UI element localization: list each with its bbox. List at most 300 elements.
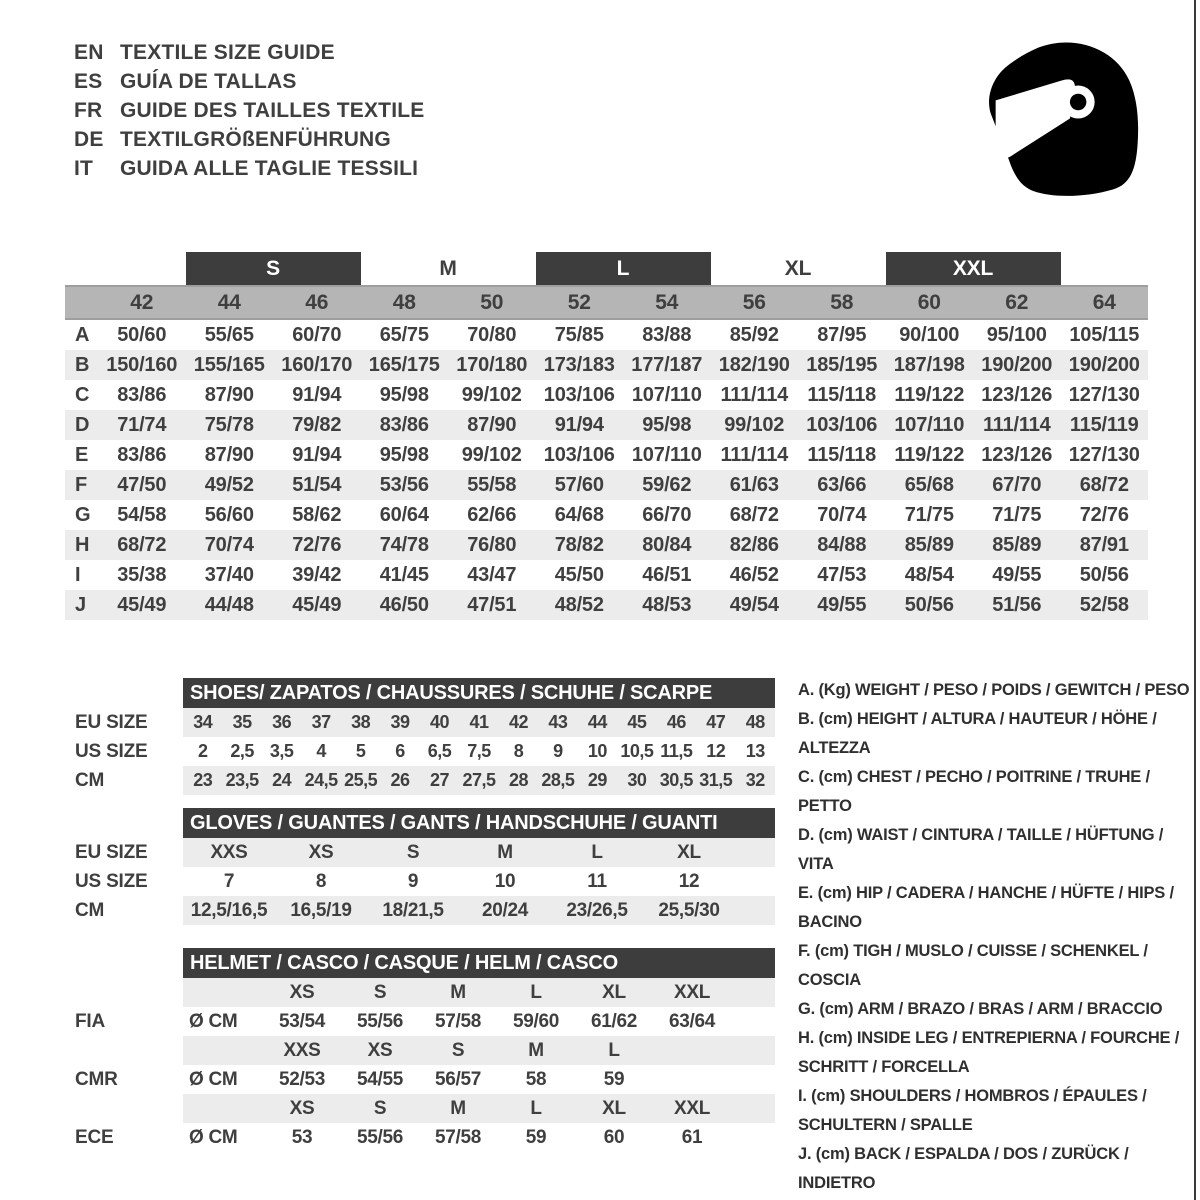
size-cell: 83/86 — [117, 444, 167, 466]
size-cell: 43/47 — [467, 564, 517, 586]
language-row-it — [74, 154, 424, 183]
shoes-value: 13 — [745, 741, 765, 761]
helmet-value: 56/57 — [434, 1069, 482, 1090]
size-cell: 111/114 — [720, 384, 789, 406]
gloves-value: 9 — [407, 871, 419, 892]
shoes-section-title: SHOES/ ZAPATOS / CHAUSSURES / SCHUHE / SCARPE — [183, 678, 775, 708]
helmet-value: 55/56 — [356, 1127, 404, 1148]
gloves-values-band — [183, 896, 775, 925]
size-cell: 99/102 — [461, 384, 522, 406]
gloves-value: 8 — [315, 871, 327, 892]
gloves-value: 12,5/16,5 — [190, 900, 268, 921]
group-spacer — [1061, 252, 1149, 286]
size-row-B — [65, 350, 1148, 380]
size-cell: 39/42 — [292, 564, 342, 586]
size-cell: 67/70 — [973, 470, 1061, 500]
shoes-value: 47 — [706, 712, 726, 732]
language-code: ES — [74, 70, 103, 93]
size-cell: 49/55 — [798, 590, 886, 620]
size-cell: 79/82 — [273, 410, 361, 440]
size-cell: 105/115 — [1069, 324, 1140, 346]
row-letter: J — [65, 590, 98, 620]
size-cell: 45/50 — [554, 564, 604, 586]
size-cell: 52/58 — [1061, 590, 1149, 620]
size-cell: 87/91 — [1061, 530, 1149, 560]
row-label-spacer — [65, 978, 183, 1007]
size-cell: 123/126 — [981, 384, 1053, 406]
shoes-value: 43 — [548, 712, 568, 732]
size-cell: 47/51 — [448, 590, 536, 620]
row-letter: I — [75, 564, 81, 586]
size-column-44: 44 — [186, 286, 274, 319]
size-cell: 60/70 — [292, 324, 342, 346]
helmet-value-row-ece — [65, 1123, 775, 1152]
size-column-50: 50 — [448, 286, 536, 319]
helmet-size-label: M — [450, 982, 466, 1003]
legend-item-g: G. (cm) ARM / BRAZO / BRAS / ARM / BRACCIO — [798, 1000, 1163, 1018]
helmet-values-band — [183, 1065, 775, 1094]
shoes-value: 48 — [745, 712, 765, 732]
size-column-42: 42 — [98, 286, 186, 319]
size-cell: 111/114 — [720, 444, 789, 466]
size-cell: 95/98 — [623, 410, 711, 440]
size-cell: 48/53 — [623, 590, 711, 620]
helmet-size-label: XS — [289, 1098, 315, 1119]
size-row-H — [65, 530, 1148, 560]
row-letter: D — [65, 410, 98, 440]
size-cell: 91/94 — [292, 384, 342, 406]
row-label: CM — [75, 770, 105, 791]
size-cell: 44/48 — [186, 590, 274, 620]
garment-size-table — [65, 252, 1148, 620]
diameter-unit-label: Ø CM — [189, 1069, 238, 1090]
shoes-value: 38 — [351, 712, 371, 732]
size-cell: 62/66 — [467, 504, 517, 526]
size-cell: 84/88 — [798, 530, 886, 560]
gloves-values-band — [183, 867, 775, 896]
size-cell: 95/98 — [379, 444, 429, 466]
shoes-value: 44 — [587, 712, 607, 732]
size-cell: 55/65 — [204, 324, 254, 346]
size-cell: 127/130 — [1068, 384, 1140, 406]
helmet-value: 53/54 — [278, 1011, 326, 1032]
size-cell: 82/86 — [711, 530, 799, 560]
helmet-value: 61 — [681, 1127, 703, 1148]
gloves-value: 18/21,5 — [382, 900, 444, 921]
size-group-l: L — [536, 252, 711, 286]
size-cell: 58/62 — [292, 504, 342, 526]
size-cell: 60/64 — [379, 504, 429, 526]
size-cell: 103/106 — [543, 384, 615, 406]
helmet-value: 60 — [603, 1127, 625, 1148]
shoes-value: 6 — [395, 741, 405, 761]
helmet-value: 57/58 — [434, 1011, 482, 1032]
size-cell: 63/66 — [798, 470, 886, 500]
size-cell: 87/90 — [448, 410, 536, 440]
size-row-F — [65, 470, 1148, 500]
helmet-value: 63/64 — [668, 1011, 716, 1032]
legend-item-a: A. (Kg) WEIGHT / PESO / POIDS / GEWITCH / PESO — [798, 681, 1190, 699]
size-cell: 165/175 — [361, 350, 449, 380]
shoes-values-band — [183, 737, 775, 766]
size-column-46: 46 — [273, 286, 361, 319]
shoes-value: 4 — [316, 741, 326, 761]
size-cell: 90/100 — [899, 324, 960, 346]
legend-item-i: I. (cm) SHOULDERS / HOMBROS / ÉPAULES / SCHULTERN / SPALLE — [798, 1087, 1147, 1134]
shoes-value: 10,5 — [620, 741, 654, 761]
shoes-value: 45 — [627, 712, 647, 732]
gloves-size-section — [65, 808, 775, 925]
right-edge-rule — [1194, 0, 1196, 1200]
helmet-value: 55/56 — [356, 1011, 404, 1032]
legend-item-b: B. (cm) HEIGHT / ALTURA / HAUTEUR / HÖHE / ALTEZZA — [798, 710, 1157, 757]
size-cell: 50/56 — [886, 590, 974, 620]
size-column-54: 54 — [623, 286, 711, 319]
row-label: CM — [75, 900, 105, 921]
size-cell: 123/126 — [981, 444, 1053, 466]
size-column-48: 48 — [361, 286, 449, 319]
gloves-values-band — [183, 838, 775, 867]
size-cell: 173/183 — [536, 350, 624, 380]
size-cell: 150/160 — [98, 350, 186, 380]
size-cell: 115/118 — [807, 384, 877, 406]
legend-item-c: C. (cm) CHEST / PECHO / POITRINE / TRUHE / PETTO — [798, 768, 1150, 815]
helmet-value: 59 — [525, 1127, 547, 1148]
size-cell: 68/72 — [98, 530, 186, 560]
shoes-value: 2 — [197, 741, 208, 761]
size-cell: 50/60 — [117, 324, 167, 346]
size-cell: 75/78 — [186, 410, 274, 440]
gloves-value: 12 — [678, 871, 700, 892]
size-cell: 103/106 — [798, 410, 886, 440]
visor-pivot-dot — [1070, 94, 1087, 111]
legend-item-d: D. (cm) WAIST / CINTURA / TAILLE / HÜFTUNG / VITA — [798, 826, 1164, 873]
shoes-value: 40 — [430, 712, 450, 732]
shoes-value: 7,5 — [467, 741, 491, 761]
size-cell: 55/58 — [448, 470, 536, 500]
helmet-value: 59/60 — [512, 1011, 560, 1032]
size-cell: 70/74 — [186, 530, 274, 560]
size-cell: 68/72 — [729, 504, 779, 526]
size-cell: 71/74 — [98, 410, 186, 440]
size-cell: 68/72 — [1061, 470, 1149, 500]
helmet-values-band — [183, 1007, 775, 1036]
helmet-size-label: S — [373, 982, 387, 1003]
shoes-value: 28,5 — [541, 770, 575, 790]
helmet-size-label: XXL — [673, 1098, 711, 1119]
size-row-C — [65, 380, 1148, 410]
shoes-value: 39 — [390, 712, 410, 732]
size-cell: 127/130 — [1068, 444, 1140, 466]
legend-item-h: H. (cm) INSIDE LEG / ENTREPIERNA / FOURCHE / SCHRITT / FORCELLA — [798, 1029, 1180, 1076]
size-column-52: 52 — [536, 286, 624, 319]
row-label: EU SIZE — [75, 842, 148, 863]
shoes-value: 31,5 — [699, 770, 733, 790]
language-title: GUIDE DES TAILLES TEXTILE — [120, 99, 425, 122]
size-cell: 54/58 — [117, 504, 167, 526]
size-cell: 85/89 — [973, 530, 1061, 560]
helmet-size-label: L — [530, 982, 542, 1003]
helmet-standard-label: FIA — [75, 1011, 106, 1032]
legend-item-f: F. (cm) TIGH / MUSLO / CUISSE / SCHENKEL / COSCIA — [798, 942, 1148, 989]
row-letter: G — [75, 504, 91, 526]
size-cell: 47/53 — [817, 564, 867, 586]
gloves-value: 10 — [494, 871, 516, 892]
size-cell: 119/122 — [894, 444, 965, 466]
size-group-xl: XL — [784, 257, 812, 280]
helmet-size-label: M — [450, 1098, 466, 1119]
size-cell: 87/95 — [817, 324, 867, 346]
size-column-56: 56 — [711, 286, 799, 319]
size-number-header-row — [65, 286, 1148, 319]
group-spacer — [65, 252, 186, 286]
size-cell: 160/170 — [273, 350, 361, 380]
size-cell: 155/165 — [186, 350, 274, 380]
helmet-value: 53 — [291, 1127, 313, 1148]
helmet-size-label: S — [451, 1040, 465, 1061]
language-title: GUIDA ALLE TAGLIE TESSILI — [120, 157, 419, 180]
size-cell: 107/110 — [631, 384, 702, 406]
row-letter: A — [75, 324, 90, 346]
language-code: IT — [74, 157, 94, 180]
row-letter: C — [75, 384, 90, 406]
size-group-xxl: XXL — [886, 252, 1061, 286]
size-row-J — [65, 590, 1148, 620]
diameter-unit-label: Ø CM — [189, 1127, 238, 1148]
language-title: GUÍA DE TALLAS — [120, 70, 297, 93]
helmet-size-header-row-cmr — [65, 1036, 775, 1065]
measurement-legend — [798, 676, 1194, 1198]
row-label: EU SIZE — [75, 712, 148, 733]
size-cell: 99/102 — [711, 410, 799, 440]
size-cell: 111/114 — [973, 410, 1061, 440]
gloves-row-cm — [65, 896, 775, 925]
gloves-value: 16,5/19 — [290, 900, 352, 921]
shoes-value: 23,5 — [225, 770, 259, 790]
size-cell: 95/100 — [986, 324, 1047, 346]
shoes-value: 11,5 — [660, 741, 693, 761]
helmet-value: 57/58 — [434, 1127, 482, 1148]
helmet-size-label: S — [373, 1098, 387, 1119]
helmet-value: 54/55 — [356, 1069, 404, 1090]
size-cell: 35/38 — [117, 564, 167, 586]
row-letter: E — [75, 444, 89, 466]
helmet-size-label: XS — [289, 982, 315, 1003]
language-title: TEXTILGRÖßENFÜHRUNG — [120, 128, 391, 151]
diameter-unit-label: Ø CM — [189, 1011, 238, 1032]
size-cell: 190/200 — [973, 350, 1061, 380]
helmet-size-label: M — [528, 1040, 544, 1061]
helmet-size-header-row-fia — [65, 978, 775, 1007]
shoes-row-us-size — [65, 737, 775, 766]
gloves-row-eu-size — [65, 838, 775, 867]
size-cell: 72/76 — [273, 530, 361, 560]
gloves-value: L — [591, 842, 603, 863]
language-title-list — [74, 38, 424, 183]
shoes-value: 28 — [508, 770, 528, 790]
shoes-value: 37 — [311, 712, 331, 732]
size-cell: 50/56 — [1079, 564, 1129, 586]
shoes-row-eu-size — [65, 708, 775, 737]
row-letter: B — [65, 350, 98, 380]
size-cell: 78/82 — [536, 530, 624, 560]
gloves-value: M — [497, 842, 513, 863]
size-column-60: 60 — [886, 286, 974, 319]
size-cell: 72/76 — [1079, 504, 1129, 526]
helmet-value: 52/53 — [278, 1069, 326, 1090]
size-cell: 71/75 — [992, 504, 1042, 526]
helmet-value-row-fia — [65, 1007, 775, 1036]
size-row-I — [65, 560, 1148, 590]
size-cell: 57/60 — [536, 470, 624, 500]
size-cell: 103/106 — [543, 444, 615, 466]
shoes-value: 9 — [553, 741, 563, 761]
size-cell: 170/180 — [448, 350, 536, 380]
language-row-en — [74, 38, 424, 67]
size-cell: 65/75 — [379, 324, 429, 346]
shoes-values-band — [183, 766, 775, 795]
size-cell: 46/52 — [729, 564, 779, 586]
size-cell: 177/187 — [623, 350, 711, 380]
size-cell: 76/80 — [448, 530, 536, 560]
shoes-value: 24 — [272, 770, 292, 790]
size-cell: 61/63 — [711, 470, 799, 500]
size-row-G — [65, 500, 1148, 530]
racing-helmet-icon — [975, 36, 1145, 201]
shoes-value: 27 — [430, 770, 450, 790]
size-cell: 91/94 — [536, 410, 624, 440]
size-cell: 48/52 — [536, 590, 624, 620]
shoes-value: 12 — [706, 741, 726, 761]
size-row-A — [65, 319, 1148, 350]
shoes-value: 23 — [193, 770, 213, 790]
language-code: EN — [74, 41, 104, 64]
size-cell: 185/195 — [798, 350, 886, 380]
row-label-spacer — [65, 1036, 183, 1065]
size-cell: 65/68 — [886, 470, 974, 500]
size-cell: 80/84 — [623, 530, 711, 560]
size-cell: 49/54 — [711, 590, 799, 620]
size-group-header-row — [65, 252, 1148, 286]
gloves-value: 23/26,5 — [566, 900, 628, 921]
gloves-value: 7 — [223, 871, 235, 892]
shoes-value: 41 — [469, 712, 489, 732]
shoes-row-cm — [65, 766, 775, 795]
size-cell: 37/40 — [204, 564, 254, 586]
gloves-value: XL — [677, 842, 701, 863]
size-cell: 66/70 — [642, 504, 692, 526]
helmet-value: 59 — [603, 1069, 625, 1090]
shoes-value: 30,5 — [659, 770, 693, 790]
size-cell: 45/49 — [98, 590, 186, 620]
helmet-size-label: L — [530, 1098, 542, 1119]
size-cell: 85/92 — [729, 324, 779, 346]
size-cell: 87/90 — [204, 384, 254, 406]
legend-item-e: E. (cm) HIP / CADERA / HANCHE / HÜFTE / HIPS / BACINO — [798, 884, 1174, 931]
helmet-sizes-band — [183, 1094, 775, 1123]
size-cell: 187/198 — [886, 350, 974, 380]
helmet-value: 58 — [525, 1069, 547, 1090]
size-cell: 70/74 — [817, 504, 867, 526]
gloves-value: XXS — [210, 842, 248, 863]
language-code: DE — [74, 128, 104, 151]
shoes-value: 30 — [627, 770, 647, 790]
gloves-value: 11 — [587, 871, 607, 892]
gloves-value: 25,5/30 — [658, 900, 720, 921]
size-cell: 99/102 — [461, 444, 522, 466]
language-row-de — [74, 125, 424, 154]
helmet-value-row-cmr — [65, 1065, 775, 1094]
size-cell: 45/49 — [273, 590, 361, 620]
legend-item-j: J. (cm) BACK / ESPALDA / DOS / ZURÜCK / INDIETRO — [798, 1145, 1129, 1192]
shoes-value: 6,5 — [427, 741, 452, 761]
size-cell: 85/89 — [886, 530, 974, 560]
size-cell: 48/54 — [904, 564, 954, 586]
helmet-size-label: L — [608, 1040, 620, 1061]
size-cell: 119/122 — [894, 384, 965, 406]
size-group-s: S — [186, 252, 361, 286]
gloves-row-us-size — [65, 867, 775, 896]
helmet-value: 61/62 — [590, 1011, 638, 1032]
shoes-value: 5 — [355, 741, 366, 761]
size-cell: 182/190 — [711, 350, 799, 380]
shoes-value: 42 — [508, 712, 528, 732]
helmet-size-label: XL — [602, 1098, 626, 1119]
size-row-D — [65, 410, 1148, 440]
shoes-value: 29 — [587, 770, 607, 790]
shoes-value: 25,5 — [344, 770, 378, 790]
helmet-standard-label: ECE — [75, 1127, 114, 1148]
size-cell: 190/200 — [1061, 350, 1149, 380]
size-cell: 83/86 — [361, 410, 449, 440]
row-label: US SIZE — [75, 871, 148, 892]
size-row-E — [65, 440, 1148, 470]
size-cell: 71/75 — [904, 504, 954, 526]
gloves-section-title: GLOVES / GUANTES / GANTS / HANDSCHUHE / GUANTI — [183, 808, 775, 838]
helmet-values-band — [183, 1123, 775, 1152]
size-column-58: 58 — [798, 286, 886, 319]
size-cell: 95/98 — [379, 384, 429, 406]
shoes-value: 26 — [390, 770, 410, 790]
helmet-size-label: XL — [602, 982, 626, 1003]
shoes-value: 3,5 — [269, 741, 294, 761]
helmet-standard-label: CMR — [75, 1069, 118, 1090]
number-spacer — [65, 286, 98, 319]
size-cell: 107/110 — [886, 410, 974, 440]
size-cell: 46/50 — [361, 590, 449, 620]
size-column-64: 64 — [1061, 286, 1149, 319]
row-letter: F — [65, 470, 98, 500]
shoes-value: 2,5 — [230, 741, 254, 761]
shoes-size-section — [65, 678, 775, 795]
size-cell: 74/78 — [361, 530, 449, 560]
row-label: US SIZE — [75, 741, 148, 762]
shoes-value: 10 — [587, 741, 607, 761]
helmet-size-label: XS — [367, 1040, 393, 1061]
shoes-value: 24,5 — [304, 770, 338, 790]
size-cell: 64/68 — [554, 504, 604, 526]
size-cell: 49/55 — [992, 564, 1042, 586]
helmet-size-label: XXL — [673, 982, 711, 1003]
shoes-values-band — [183, 708, 775, 737]
size-cell: 91/94 — [292, 444, 342, 466]
size-cell: 75/85 — [554, 324, 604, 346]
size-cell: 87/90 — [204, 444, 254, 466]
helmet-sizes-band — [183, 978, 775, 1007]
size-cell: 53/56 — [361, 470, 449, 500]
helmet-size-label: XXS — [283, 1040, 321, 1061]
shoes-value: 35 — [232, 712, 252, 732]
